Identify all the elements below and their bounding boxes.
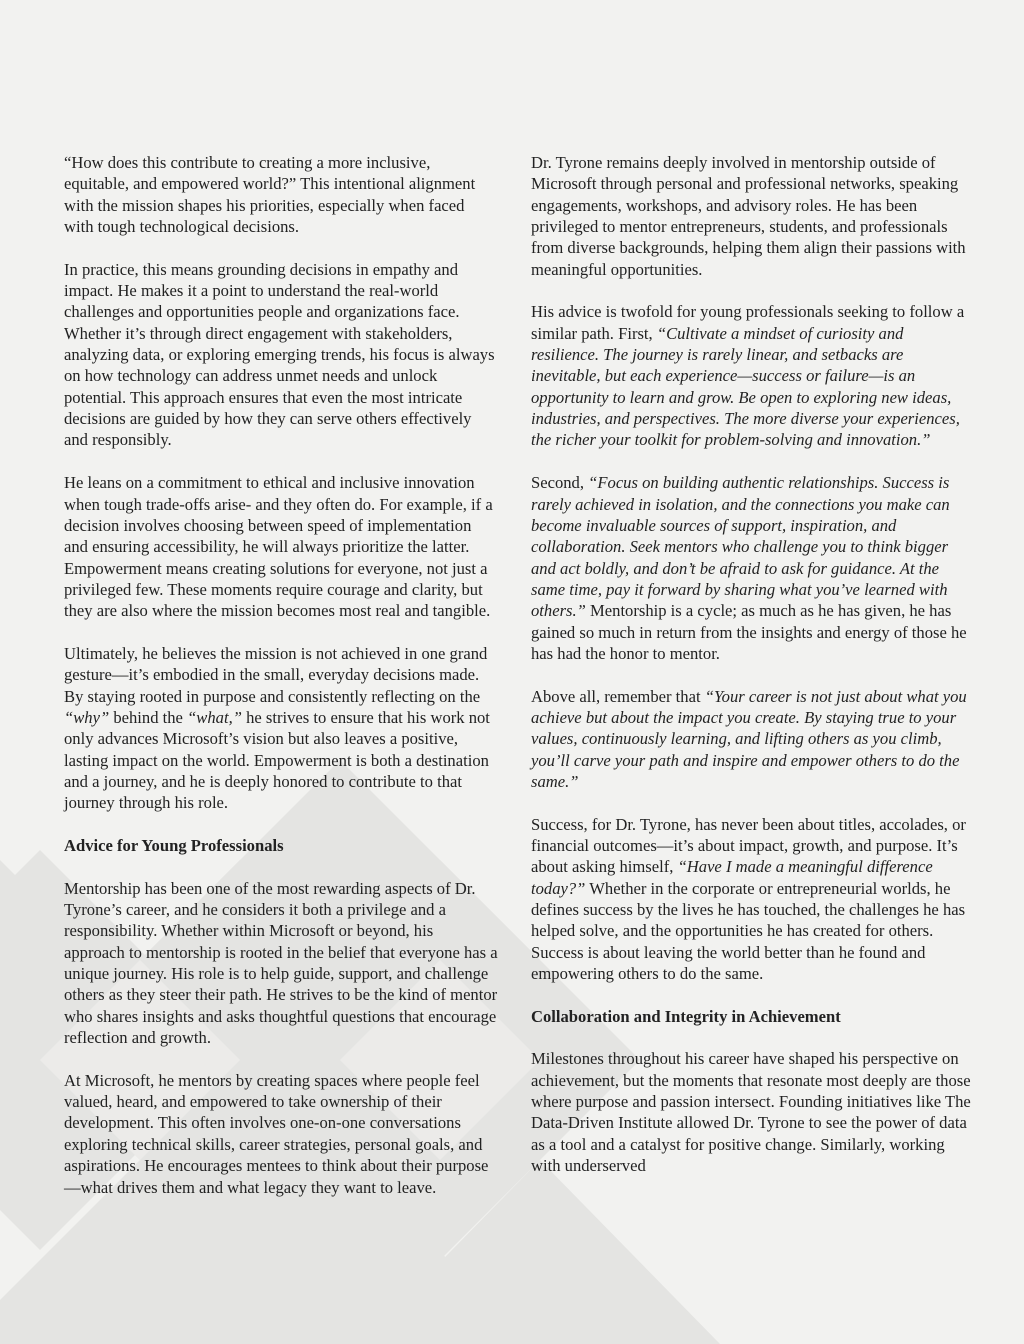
text-run: he strives to ensure that his work not only advances Microsoft’s vision but also leaves a positive, lasting impact on the world. Empowerment is both a destination and a journey, and he is deeply honored to contribute to that journey through his role. [64,707,490,813]
paragraph [531,472,971,664]
paragraph: In practice, this means grounding decisions in empathy and impact. He makes it a point to understand the real-world challenges and opportunities people and organizations face. Whether it’s through direct engagement with stakeholders, analyzing data, or exploring emerging trends, his focus is always on how technology can address unmet needs and unlock potential. This approach ensures that even the most intricate decisions are guided by how they can serve others effectively and responsibly. [64,259,495,450]
text-run: Success, for Dr. Tyrone, has never been about titles, accolades, or financial outcomes—it’s about impact, growth, and purpose. It’s about asking himself, [531,814,966,877]
paragraph [531,301,971,450]
paragraph [64,643,498,814]
paragraph: At Microsoft, he mentors by creating spaces where people feel valued, heard, and empowered to take ownership of their development. This often involves one-on-one conversations exploring technical skills, career strategies, personal goals, and aspirations. He encourages mentees to think about their purpose—what drives them and what legacy they want to leave. [64,1070,489,1197]
paragraph: Milestones throughout his career have shaped his perspective on achievement, but the moments that resonate most deeply are those where purpose and passion intersect. Founding initiatives like The Data-Driven Institute allowed Dr. Tyrone to see the power of data as a tool and a catalyst for positive change. Similarly, working with underserved [531,1049,971,1176]
section-heading: Advice for Young Professionals [64,836,284,855]
paragraph: Mentorship has been one of the most rewarding aspects of Dr. Tyrone’s career, and he considers it both a privilege and a responsibility. Whether within Microsoft or beyond, his approach to mentorship is rooted in the belief that everyone has a unique journey. His role is to help guide, support, and challenge others as they steer their path. He strives to be the kind of mentor who shares insights and asks thoughtful questions that encourage reflection and growth. [64,878,498,1048]
text-run: behind the [109,707,188,727]
text-run: Ultimately, he believes the mission is not achieved in one grand gesture—it’s embodied in the small, everyday decisions made. By staying rooted in purpose and consistently reflecting on the [64,643,488,706]
section-heading: Collaboration and Integrity in Achievement [531,1006,841,1026]
emphasis-what: “what,” [187,707,242,727]
paragraph: “How does this contribute to creating a more inclusive, equitable, and empowered world?” This intentional alignment with the mission shapes his priorities, especially when faced with tough technological decisions. [64,153,476,237]
quote: “Have I made a meaningful difference today?” [531,857,933,898]
quote: “Your career is not just about what you achieve but about the impact you create. By staying true to your values, continuously learning, and lifting others as you climb, you’ll carve your path and inspire and empower others to do the same.” [531,686,967,791]
quote: “Focus on building authentic relationships. Success is rarely achieved in isolation, and the connections you make can become invaluable sources of support, inspiration, and collaboration. Seek mentors who challenge you to think bigger and act boldly, and don’t be afraid to ask for guidance. At the same time, pay it forward by sharing what you’ve learned with others.” [531,473,950,621]
paragraph: Dr. Tyrone remains deeply involved in mentorship outside of Microsoft through personal and professional networks, speaking engagements, workshops, and advisory roles. He has been privileged to mentor entrepreneurs, students, and professionals from diverse backgrounds, helping them align their passions with meaningful opportunities. [531,153,966,279]
left-column [64,152,498,1219]
paragraph: He leans on a commitment to ethical and inclusive innovation when tough trade-offs arise- and they often do. For example, if a decision involves choosing between speed of implementation and ensuring accessibility, he will always prioritize the latter. Empowerment means creating solutions for everyone, not just a privileged few. These moments require courage and clarity, but they are also where the mission becomes most real and tangible. [64,473,493,621]
quote: “Cultivate a mindset of curiosity and resilience. The journey is rarely linear, and setbacks are inevitable, but each experience—success or failure—is an opportunity to learn and grow. Be open to exploring new ideas, industries, and perspectives. The more diverse your experiences, the richer your toolkit for problem-solving and innovation.” [531,323,960,450]
paragraph [531,814,971,985]
emphasis-why: “why” [64,707,110,727]
text-run: His advice is twofold for young professionals seeking to follow a similar path. First, [531,302,965,343]
paragraph [531,686,971,793]
text-run: Whether in the corporate or entrepreneurial worlds, he defines success by the lives he has touched, the challenges he has helped solve, and the opportunities he has created for others. Success is about leaving the world better than he found and empowering others to do the same. [531,878,966,984]
text-run: Second, [531,473,589,493]
text-run: Mentorship is a cycle; as much as he has given, he has gained so much in return from the insights and energy of those he has had the honor to mentor. [531,601,967,663]
text-run: Above all, remember that [531,686,705,706]
right-column [531,152,971,1198]
